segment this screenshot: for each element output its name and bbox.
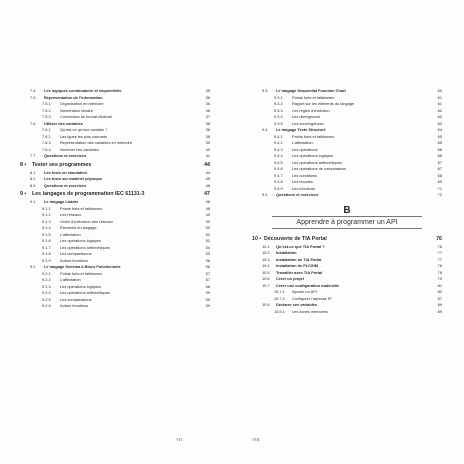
- toc-entry-page: 36: [205, 94, 210, 100]
- toc-entry: [20, 303, 210, 310]
- toc-entry-number: 10.8.1: [274, 308, 285, 314]
- toc-entry-title: Les fonctions: [292, 185, 315, 191]
- toc-entry-title: Les opérations logiques: [60, 283, 102, 289]
- toc-entry-title: Les comparaisons: [60, 251, 92, 256]
- toc-entry-page: 66: [437, 146, 442, 152]
- toc-entry-number: 9.2.6: [42, 303, 51, 308]
- toc-entry-title: Configurer l’adresse IP: [292, 295, 332, 301]
- toc-entry: [252, 309, 442, 316]
- toc-entry-page: 41: [205, 153, 210, 158]
- toc-entry-title: Le langage Schéma à Blocs Fonctionnels: [44, 264, 121, 269]
- toc-entry-number: 8.2: [30, 176, 36, 181]
- toc-entry-page: 68: [437, 172, 442, 178]
- toc-entry-title: L’affectation: [60, 277, 81, 282]
- toc-entry-page: 61: [437, 101, 442, 106]
- toc-entry-page: 67: [437, 159, 442, 165]
- toc-entry-page: 59: [205, 296, 210, 302]
- toc-entry-page: 57: [205, 277, 210, 282]
- toc-entry-number: 9.4.9: [274, 185, 283, 191]
- toc-entry-title: Les convergences: [292, 120, 324, 126]
- toc-entry-title: Qu’est-ce que TIA Portal ?: [276, 243, 325, 249]
- toc-entry-page: 49: [205, 212, 210, 217]
- toc-entry-page: 77: [437, 250, 442, 255]
- toc-entry-title: Points forts et faiblesses: [292, 94, 335, 100]
- toc-entry-page: 69: [437, 179, 442, 184]
- toc-entry-number: 10.8: [262, 302, 270, 307]
- toc-entry-number: 9.1.3: [42, 218, 51, 224]
- toc-entry-title: Les opérations logiques: [60, 238, 102, 243]
- toc-entry-number: 9.1.5: [42, 231, 51, 237]
- toc-entry-title: Travailler avec TIA Portal: [276, 269, 323, 275]
- toc-entry-title: Les comparaisons: [60, 296, 92, 302]
- toc-entry-number: 10.5: [262, 269, 270, 275]
- toc-entry-title: Rappel sur les éléments du langage: [292, 101, 355, 106]
- toc-entry-page: 78: [437, 269, 442, 275]
- toc-entry-number: 9 ▪: [20, 191, 27, 197]
- right-page-toc: [252, 88, 442, 315]
- toc-entry-number: 9.4.7: [274, 172, 283, 178]
- part-heading: [252, 205, 442, 229]
- toc-chapter-entry: [252, 235, 442, 244]
- toc-entry-number: 9.4.5: [274, 159, 283, 165]
- toc-entry: [252, 192, 442, 199]
- toc-entry-number: 9.4.2: [274, 140, 283, 145]
- toc-entry-title: Autres fonctions: [60, 303, 88, 308]
- toc-chapter-entry: [20, 161, 210, 170]
- toc-entry-title: Déclarer ses variables: [276, 302, 318, 307]
- toc-entry-page: 45: [205, 176, 210, 181]
- toc-entry-number: 9.4.8: [274, 179, 283, 184]
- toc-entry-title: Les réseaux: [60, 212, 82, 217]
- toc-entry-page: 59: [205, 303, 210, 308]
- toc-entry-page: 77: [437, 256, 442, 262]
- toc-entry-title: L’affectation: [60, 231, 81, 237]
- toc-entry-title: Les opérations arithmétiques: [292, 159, 342, 165]
- toc-entry-page: 76: [436, 235, 442, 242]
- toc-entry-page: 50: [205, 225, 210, 230]
- toc-entry-number: 9.3: [262, 88, 268, 93]
- toc-entry-page: 79: [437, 276, 442, 281]
- toc-entry-page: 61: [437, 94, 442, 100]
- toc-entry-title: Installation: [276, 250, 297, 255]
- toc-entry-page: 64: [437, 127, 442, 132]
- toc-entry-number: 9.1.4: [42, 225, 51, 230]
- toc-entry-page: 44: [205, 169, 210, 175]
- toc-entry-number: 10.2: [262, 250, 270, 255]
- toc-entry-page: 57: [205, 270, 210, 276]
- toc-entry-title: Les langages de programmation IEC 61131-3: [32, 191, 145, 197]
- toc-entry-title: Autres fonctions: [60, 257, 88, 263]
- toc-entry-title: Utiliser des variables: [44, 120, 83, 126]
- toc-entry-number: 9.4: [262, 127, 268, 132]
- toc-entry-page: 56: [205, 264, 210, 269]
- toc-entry-title: Les opérations arithmétiques: [60, 244, 110, 250]
- toc-chapter-10: [252, 235, 442, 316]
- toc-entry-number: 7.4: [30, 88, 36, 93]
- toc-entry-number: 9.1.8: [42, 251, 51, 256]
- toc-entry-page: 38: [205, 133, 210, 139]
- toc-entry-number: 7.5.2: [42, 107, 51, 113]
- part-letter: B: [343, 204, 351, 216]
- toc-entry-page: 71: [437, 185, 442, 191]
- toc-entry-number: 9.3.5: [274, 120, 283, 126]
- toc-entry-page: 66: [437, 153, 442, 158]
- toc-entry-number: 9.4.1: [274, 133, 283, 139]
- toc-entry: [20, 183, 210, 190]
- toc-entry-title: Les opérations: [292, 146, 318, 152]
- toc-entry-number: 10.4: [262, 263, 270, 268]
- toc-entry-page: 65: [437, 133, 442, 139]
- toc-entry-title: Découverte de TIA Portal: [264, 235, 327, 242]
- toc-entry-page: 36: [205, 101, 210, 106]
- toc-entry-number: 10.7.1: [274, 289, 285, 294]
- toc-entry-title: Installation de TIA Portal: [276, 256, 322, 262]
- toc-entry-number: 9.2.2: [42, 277, 51, 282]
- toc-entry-page: 48: [205, 199, 210, 204]
- toc-entry-page: 54: [205, 244, 210, 250]
- toc-entry-number: 7.5: [30, 94, 36, 100]
- toc-entry-number: 9.1.9: [42, 257, 51, 263]
- toc-entry-page: 81: [437, 282, 442, 288]
- toc-entry-number: 9.1.1: [42, 205, 51, 211]
- toc-entry-title: L’affectation: [292, 140, 313, 145]
- toc-entry-page: 39: [205, 140, 210, 145]
- toc-entry-number: 10.7: [262, 282, 270, 288]
- toc-entry-title: Points forts et faiblesses: [292, 133, 335, 139]
- toc-entry-title: Ordre d’exécution des réseaux: [60, 218, 113, 224]
- toc-entry-number: 10.3: [262, 256, 270, 262]
- toc-entry-number: 7.6.4: [42, 146, 51, 152]
- toc-entry-page: 65: [437, 140, 442, 145]
- toc-entry-number: 9.1.7: [42, 244, 51, 250]
- toc-entry-number: 9.4.6: [274, 166, 283, 171]
- toc-entry-title: Points forts et faiblesses: [60, 270, 103, 276]
- toc-entry-title: Le langage Texte Structuré: [276, 127, 326, 132]
- toc-entry-page: 55: [205, 251, 210, 256]
- toc-entry-title: Les tests sur matériel physique: [44, 176, 103, 181]
- part-rule-bottom: [272, 228, 422, 229]
- toc-entry-page: 47: [204, 191, 210, 197]
- toc-entry-number: 9.1.2: [42, 212, 51, 217]
- toc-entry-title: Les règles d’évolution: [292, 107, 330, 113]
- left-page-toc: [20, 88, 210, 310]
- toc-entry-title: Les opérations arithmétiques: [60, 290, 110, 295]
- toc-entry-page: 78: [437, 263, 442, 268]
- toc-entry-title: Les conditions: [292, 172, 317, 178]
- toc-entry-number: 8 ▪: [20, 161, 27, 168]
- toc-entry: [20, 153, 210, 160]
- toc-entry-title: Le langage Ladder: [44, 199, 79, 204]
- toc-entry-title: Les boucles: [292, 179, 313, 184]
- toc-entry-number: 9.2: [30, 264, 36, 269]
- toc-entry-title: Les types les plus courants: [60, 133, 107, 139]
- toc-entry-title: Questions et exercices: [276, 192, 319, 197]
- toc-entry-page: 40: [205, 146, 210, 152]
- toc-entry-title: Le langage Sequential Function Chart: [276, 88, 346, 93]
- toc-entry-title: Questions et exercices: [44, 182, 87, 188]
- toc-entry-page: 52: [205, 231, 210, 237]
- toc-entry-number: 9.2.4: [42, 290, 51, 295]
- toc-entry-number: 7.6.1: [42, 127, 51, 132]
- toc-entry-page: 63: [437, 120, 442, 126]
- toc-entry-number: 9.2.3: [42, 283, 51, 289]
- toc-entry-title: Qu’est-ce qu’une variable ?: [60, 127, 108, 132]
- toc-entry-page: 36: [205, 107, 210, 113]
- toc-entry-page: 48: [205, 205, 210, 211]
- toc-entry-title: Conversion au format décimal: [60, 114, 112, 119]
- toc-entry-page: 82: [437, 289, 442, 294]
- toc-entry-page: 67: [437, 166, 442, 171]
- toc-entry-page: 62: [437, 107, 442, 113]
- toc-entry-number: 10 ▪: [252, 235, 262, 242]
- toc-entry-page: 46: [205, 182, 210, 188]
- toc-entry-title: Tester ses programmes: [32, 161, 92, 168]
- toc-entry-title: Ajouter un API: [292, 289, 317, 294]
- toc-entry-number: 9.3.3: [274, 107, 283, 113]
- toc-entry-page: 89: [437, 308, 442, 314]
- toc-entry-number: 8.1: [30, 169, 36, 175]
- part-rule-top: [272, 216, 422, 217]
- toc-entry-number: 9.2.1: [42, 270, 51, 276]
- toc-entry-page: 35: [205, 88, 210, 93]
- toc-entry-number: 7.6.3: [42, 140, 51, 145]
- toc-entry-title: Représentation de l’information: [44, 94, 103, 100]
- toc-entry-page: 44: [204, 161, 210, 168]
- toc-entry-title: Les tests en simulation: [44, 169, 88, 175]
- toc-entry-title: Les opérations logiques: [292, 153, 334, 158]
- toc-entry-number: 9.3.1: [274, 94, 283, 100]
- toc-entry-number: 9.4.4: [274, 153, 283, 158]
- toc-entry-page: 60: [437, 88, 442, 93]
- toc-entry-number: 9.5: [262, 192, 268, 197]
- toc-entry-number: 9.3.4: [274, 114, 283, 119]
- toc-entry-page: 72: [437, 192, 442, 197]
- toc-entry-number: 7.7: [30, 153, 36, 158]
- toc-entry-page: 52: [205, 238, 210, 243]
- toc-entry-title: Créer une configuration matérielle: [276, 282, 340, 288]
- toc-entry-title: Questions et exercices: [44, 153, 87, 158]
- toc-section-9-continued: [252, 88, 442, 199]
- toc-entry-number: 9.3.2: [274, 101, 283, 106]
- toc-entry-page: 62: [437, 114, 442, 119]
- toc-entry-page: 37: [205, 114, 210, 119]
- toc-entry-number: 7.5.1: [42, 101, 51, 106]
- toc-entry-title: Numération binaire: [60, 107, 93, 113]
- toc-entry-title: Les logiques combinatoire et séquentielle: [44, 88, 122, 93]
- right-page-number: VIII: [252, 437, 260, 442]
- toc-entry-page: 59: [205, 290, 210, 295]
- toc-entry-page: 38: [205, 127, 210, 132]
- toc-entry-page: 89: [437, 302, 442, 307]
- toc-entry-title: Représentation des variables en mémoire: [60, 140, 133, 145]
- part-title: Apprendre à programmer un API: [296, 218, 398, 226]
- toc-entry-page: 50: [205, 218, 210, 224]
- toc-entry-title: Les opérations de comparaison: [292, 166, 347, 171]
- toc-entry-number: 7.6.2: [42, 133, 51, 139]
- toc-entry-title: Éléments du langage: [60, 225, 97, 230]
- toc-entry-title: Nommer ses variables: [60, 146, 99, 152]
- toc-entry-number: 7.6: [30, 120, 36, 126]
- toc-entry-number: 10.6: [262, 276, 270, 281]
- toc-entry-number: 9.2.5: [42, 296, 51, 302]
- toc-entry-page: 56: [205, 257, 210, 263]
- toc-entry-title: Installation de PLCSIM: [276, 263, 318, 268]
- left-page-number: VII: [176, 437, 183, 442]
- toc-entry-page: 87: [437, 295, 442, 301]
- toc-entry-title: Créer un projet: [276, 276, 304, 281]
- toc-entry-number: 9.4.3: [274, 146, 283, 152]
- toc-entry-title: Les divergences: [292, 114, 321, 119]
- toc-entry-number: 7.5.3: [42, 114, 51, 119]
- toc-entry-title: Points forts et faiblesses: [60, 205, 103, 211]
- toc-entry-number: 9.1.6: [42, 238, 51, 243]
- toc-entry-page: 76: [437, 243, 442, 249]
- toc-chapter-entry: [20, 190, 210, 199]
- toc-entry-number: 10.7.2: [274, 295, 285, 301]
- toc-entry-title: Les zones mémoires: [292, 308, 328, 314]
- toc-entry-page: 38: [205, 120, 210, 126]
- toc-entry-number: 10.1: [262, 243, 270, 249]
- toc-entry-page: 58: [205, 283, 210, 289]
- toc-entry-title: Organisation en mémoire: [60, 101, 104, 106]
- toc-entry-number: 8.3: [30, 182, 36, 188]
- toc-entry-number: 9.1: [30, 199, 36, 204]
